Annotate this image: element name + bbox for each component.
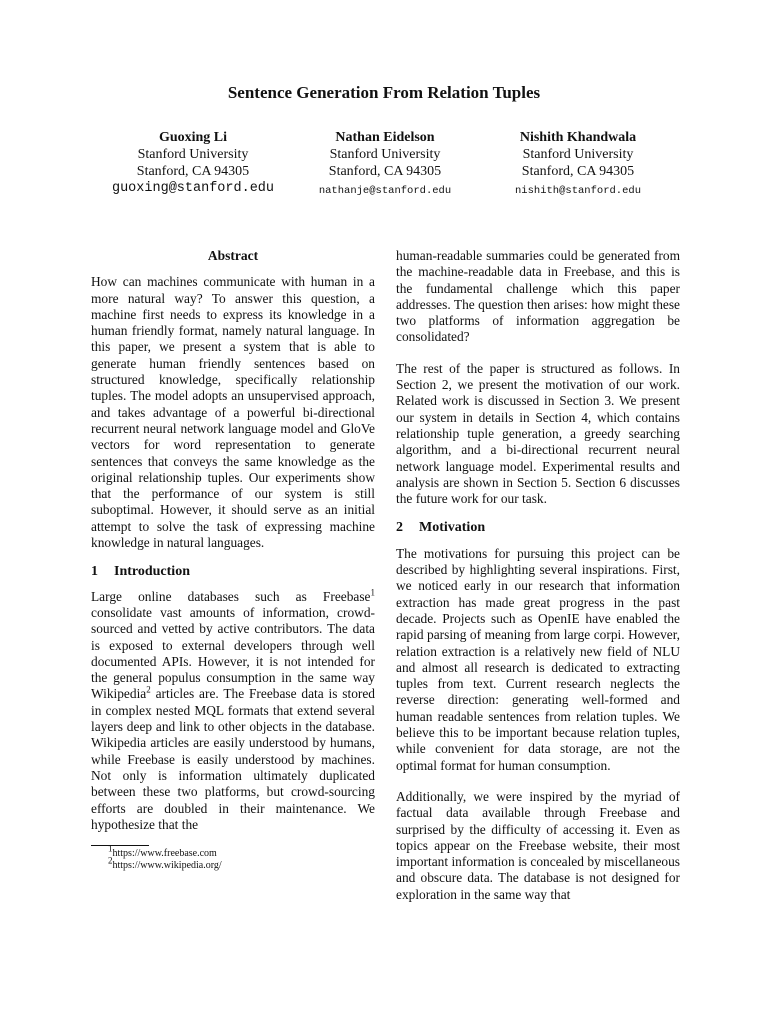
motivation-paragraph-1: The motivations for pursuing this project can be described by highlighting several inspirations. First, we noticed early in our research that information extraction has made great progress in the past decade. Projects such as OpenIE have enabled the rapid parsing of meaning from large corpi. However, relation extraction is a relatively new field of NLU and almost all research is dedicated to extracting tuples from text. Current research neglects the reverse direction: generating well-formed and human readable sentences from relation tuples. We believe this to be important because relation tuples, while convenient for data storage, are not the optimal format for human consumption. [396,545,680,773]
footnote-mark: 1 [108,843,113,854]
footnote-2 [91,855,375,872]
footnote-mark: 2 [108,855,113,866]
author-email: nishith@stanford.edu [514,185,642,197]
author-affiliation: Stanford University [522,147,634,162]
author-email: nathanje@stanford.edu [318,185,452,197]
footnote-text: https://www.wikipedia.org/ [112,860,222,872]
intro-paragraph-2: The rest of the paper is structured as follows. In Section 2, we present the motivation of our work. Related work is discussed in Section 3. We present our system in details in Section 4, which contains relationship tuple generation, a greedy searching algorithm, and a bi-directional recurrent neural network language model. Experimental results and analysis are shown in Section 5. Section 6 discusses the future work for our task. [396,360,680,507]
section-title: Motivation [419,520,486,536]
author-address: Stanford, CA 94305 [328,164,442,179]
author-name: Nathan Eidelson [335,130,435,145]
intro-text-a: Large online databases such as Freebase [91,588,371,604]
footnote-marker-1: 1 [370,587,375,598]
left-column [91,248,375,872]
abstract-heading: Abstract [207,248,259,263]
intro-text-c: articles are. The Freebase data is stored in complex nested MQL formats that extend several layers deep and link to other objects in the database. Wikipedia articles are easily understood by humans, while Freebase is easily understood by machines. Not only is information ultimately duplicated between these two platforms, but crowd-sourcing efforts are doubled in their maintenance. We hypothesize that the [91,686,375,832]
author-name: Nishith Khandwala [519,130,637,145]
intro-paragraph-1 [91,589,375,833]
author-block-2 [275,129,495,200]
author-affiliation: Stanford University [137,147,249,162]
footnote-rule [91,845,149,846]
section-heading-motivation [396,520,680,536]
author-address: Stanford, CA 94305 [521,164,635,179]
section-number: 2 [396,520,403,536]
author-block-1 [83,129,303,197]
section-number: 1 [91,564,98,580]
intro-paragraph-1-continued: human-readable summaries could be generated from the machine-readable data in Freebase, and this is the fundamental challenge which this paper addresses. The question then arises: how might these two platforms of information aggregation be consolidated? [396,248,680,345]
footnotes [91,845,375,872]
paper-title: Sentence Generation From Relation Tuples [227,83,541,102]
section-heading-introduction [91,564,375,580]
author-affiliation: Stanford University [329,147,441,162]
section-title: Introduction [114,564,190,580]
motivation-paragraph-2: Additionally, we were inspired by the myriad of factual data available through Freebase and surprised by the difficulty of accessing it. Even as topics appear on the Freebase website, their most important information is concealed by miscellaneous and obscure data. The database is not designed for exploration in the same way that [396,788,680,902]
right-column [396,248,680,903]
author-name: Guoxing Li [158,130,228,145]
footnote-marker-2: 2 [146,684,151,695]
author-email: guoxing@stanford.edu [111,181,275,196]
intro-text-b: consolidate vast amounts of information, crowd-sourced and vetted by active contributors. The data is exposed to external developers through well documented APIs. However, it is not intended for the general populus consumption in the same way Wikipedia [91,604,375,702]
footnote-text: https://www.freebase.com [112,848,217,860]
author-address: Stanford, CA 94305 [136,164,250,179]
footnote-1 [91,843,375,860]
abstract-text: How can machines communicate with human in a more natural way? To answer this question, a machine first needs to express its knowledge in a human friendly format, namely natural language. In this paper, we present a system that is able to generate human friendly sentences based on structured knowledge, specifically relationship tuples. The model adopts an unsupervised approach, and takes advantage of a powerful bi-directional recurrent neural network language model and GloVe vectors for word representation to generate sentences that conveys the same knowledge as the original relationship tuples. Our experiments show that the performance of our system is still suboptimal. However, it should serve as an initial attempt to solve the task of expressing machine knowledge in natural languages. [91,274,375,551]
author-block-3 [468,129,688,200]
